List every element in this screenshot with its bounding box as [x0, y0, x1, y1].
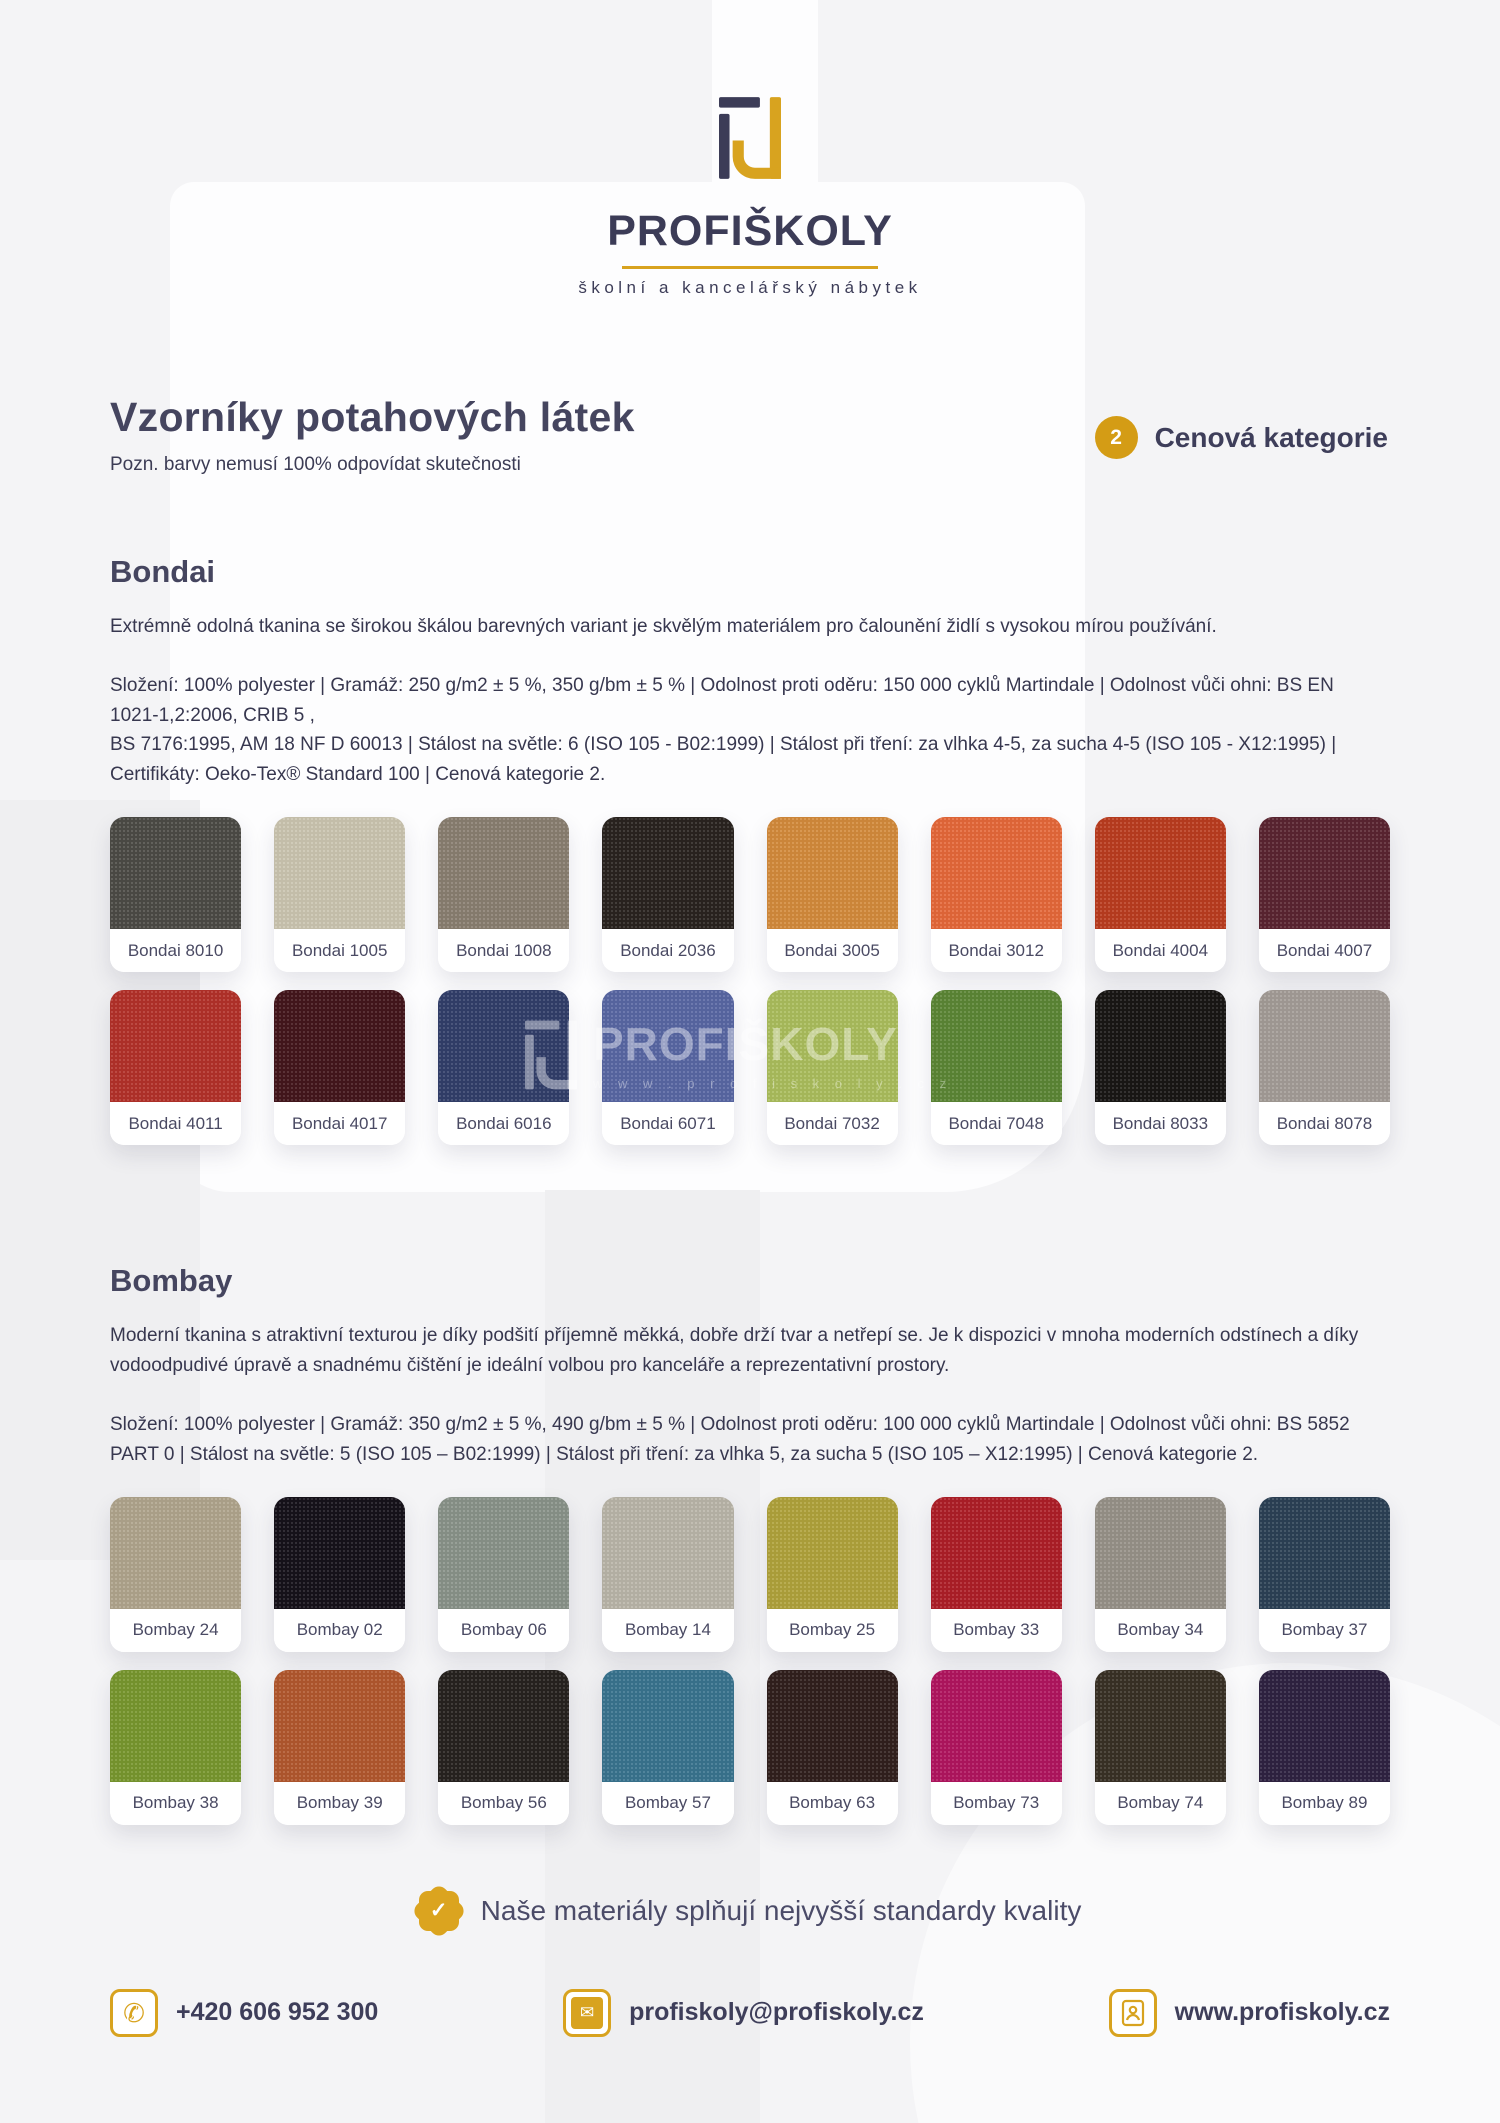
swatch-label: Bondai 6016	[438, 1102, 569, 1145]
swatch-color	[110, 817, 241, 929]
swatch-label: Bondai 3005	[767, 929, 898, 972]
swatch-label: Bondai 4017	[274, 1102, 405, 1145]
photo-watermark-url: w w w . p r o f i s k o l y . c z	[593, 1075, 953, 1091]
swatch-label: Bondai 1005	[274, 929, 405, 972]
swatch-label: Bombay 74	[1095, 1782, 1226, 1825]
swatch-color	[931, 1497, 1062, 1609]
swatch-color	[767, 1497, 898, 1609]
swatch-card	[602, 1497, 733, 1652]
swatch-label: Bondai 3012	[931, 929, 1062, 972]
swatch-label: Bondai 4007	[1259, 929, 1390, 972]
swatch-label: Bombay 02	[274, 1609, 405, 1652]
contact-email[interactable]	[563, 1989, 924, 2037]
swatch-card	[274, 817, 405, 972]
swatch-color	[274, 1670, 405, 1782]
swatch-color	[767, 817, 898, 929]
swatch-card	[602, 990, 733, 1145]
section-bondai	[110, 554, 1390, 1145]
swatch-label: Bombay 24	[110, 1609, 241, 1652]
section-bombay-specs: Složení: 100% polyester | Gramáž: 350 g/m2 ± 5 %, 490 g/bm ± 5 % | Odolnost proti oděru: 100 000 cyklů Martindale | Odolnost vůči ohni: BS 5852 PART 0 | Stálost na světle: 5 (ISO 105 – B02:1999) | Stálost při tření: za vlhka 5, za sucha 5 (ISO 105 – X12:1995) | Cenová kategorie 2.	[110, 1414, 1350, 1465]
page-subtitle: Pozn. barvy nemusí 100% odpovídat skutečnosti	[110, 454, 521, 475]
swatch-card	[931, 1670, 1062, 1825]
swatch-color	[274, 990, 405, 1102]
brand-gold-underline	[622, 266, 878, 269]
bondai-swatch-grid	[110, 817, 1390, 1145]
swatch-card	[1095, 990, 1226, 1145]
swatch-color	[438, 1670, 569, 1782]
swatch-label: Bondai 7032	[767, 1102, 898, 1145]
swatch-color	[1095, 990, 1226, 1102]
swatch-label: Bondai 8078	[1259, 1102, 1390, 1145]
swatch-card	[274, 1670, 405, 1825]
swatch-card	[1095, 1670, 1226, 1825]
section-bombay-description: Moderní tkanina s atraktivní texturou je díky podšití příjemně měkká, dobře drží tvar a netřepí se. Je k dispozici v mnoha moderních odstínech a díky vodoodpudivé úpravě a snadnému čištění je ideální volbou pro kanceláře a reprezentativní prostory.	[110, 1325, 1359, 1376]
swatch-card	[110, 817, 241, 972]
swatch-label: Bondai 7048	[931, 1102, 1062, 1145]
swatch-card	[438, 990, 569, 1145]
bondai-specs-line2: BS 7176:1995, AM 18 NF D 60013 | Stálost na světle: 6 (ISO 105 - B02:1999) | Stálost při tření: za vlhka 4-5, za sucha 4-5 (ISO 105 - X12:1995) | Certifikáty: Oeko-Tex® Standard 100 | Cenová kategorie 2.	[110, 734, 1337, 785]
website-icon	[1109, 1989, 1157, 2037]
swatch-label: Bondai 8033	[1095, 1102, 1226, 1145]
swatch-color	[931, 990, 1062, 1102]
swatch-card	[1095, 1497, 1226, 1652]
swatch-card	[602, 1670, 733, 1825]
swatch-card	[767, 1670, 898, 1825]
swatch-color	[1259, 1670, 1390, 1782]
swatch-card	[602, 817, 733, 972]
swatch-label: Bombay 56	[438, 1782, 569, 1825]
section-bombay	[110, 1263, 1390, 1825]
swatch-card	[1095, 817, 1226, 972]
brand-name: PROFIŠKOLY	[607, 207, 893, 255]
checkmark-icon: ✓	[429, 1899, 448, 1923]
bombay-swatch-grid	[110, 1497, 1390, 1825]
swatch-label: Bombay 33	[931, 1609, 1062, 1652]
swatch-label: Bondai 4004	[1095, 929, 1226, 972]
swatch-color	[767, 1670, 898, 1782]
phone-icon: ✆	[110, 1989, 158, 2037]
swatch-card	[1259, 1670, 1390, 1825]
swatch-card	[767, 1497, 898, 1652]
swatch-color	[931, 1670, 1062, 1782]
swatch-color	[1259, 1497, 1390, 1609]
swatch-color	[274, 1497, 405, 1609]
quality-note-row	[110, 1891, 1390, 1931]
swatch-label: Bondai 2036	[602, 929, 733, 972]
swatch-color	[438, 990, 569, 1102]
swatch-color	[767, 990, 898, 1102]
brand-tagline: školní a kancelářský nábytek	[578, 278, 922, 297]
swatch-card	[110, 990, 241, 1145]
swatch-card	[767, 817, 898, 972]
quality-note-text: Naše materiály splňují nejvyšší standardy kvality	[480, 1894, 1082, 1926]
contact-phone[interactable]	[110, 1989, 378, 2037]
swatch-card	[1259, 1497, 1390, 1652]
section-bondai-description: Extrémně odolná tkanina se širokou škálou barevných variant je skvělým materiálem pro čalounění židlí s vysokou mírou používání.	[110, 616, 1217, 637]
swatch-label: Bombay 34	[1095, 1609, 1226, 1652]
section-bondai-heading: Bondai	[110, 554, 216, 589]
swatch-label: Bombay 57	[602, 1782, 733, 1825]
photo-watermark-brand: PROFIŠKOLY	[593, 1017, 898, 1070]
swatch-label: Bondai 6071	[602, 1102, 733, 1145]
swatch-label: Bombay 89	[1259, 1782, 1390, 1825]
contact-website-url: www.profiskoly.cz	[1174, 1998, 1390, 2027]
contact-phone-number: +420 606 952 300	[176, 1998, 379, 2027]
swatch-card	[931, 1497, 1062, 1652]
swatch-label: Bombay 39	[274, 1782, 405, 1825]
logo	[110, 0, 1390, 298]
swatch-label: Bombay 14	[602, 1609, 733, 1652]
swatch-label: Bombay 63	[767, 1782, 898, 1825]
swatch-color	[110, 990, 241, 1102]
swatch-color	[438, 817, 569, 929]
swatch-label: Bombay 73	[931, 1782, 1062, 1825]
contact-website[interactable]	[1109, 1989, 1390, 2037]
swatch-label: Bondai 4011	[110, 1102, 241, 1145]
price-category-label: Cenová kategorie	[1154, 421, 1388, 453]
swatch-label: Bombay 38	[110, 1782, 241, 1825]
swatch-color	[602, 1670, 733, 1782]
title-row	[110, 394, 1390, 476]
swatch-card	[931, 990, 1062, 1145]
swatch-color	[110, 1670, 241, 1782]
swatch-color	[602, 990, 733, 1102]
price-category-badge	[1095, 416, 1388, 459]
swatch-card	[438, 1497, 569, 1652]
quality-seal-icon	[419, 1891, 459, 1931]
page-title: Vzorníky potahových látek	[110, 394, 635, 440]
swatch-card	[274, 990, 405, 1145]
brand-logo-icon	[719, 96, 781, 185]
swatch-label: Bombay 06	[438, 1609, 569, 1652]
swatch-card	[438, 1670, 569, 1825]
swatch-label: Bondai 8010	[110, 929, 241, 972]
swatch-color	[1095, 1497, 1226, 1609]
swatch-label: Bombay 37	[1259, 1609, 1390, 1652]
swatch-card	[1259, 990, 1390, 1145]
swatch-color	[1259, 817, 1390, 929]
swatch-card	[274, 1497, 405, 1652]
photo-watermark	[525, 995, 995, 1115]
swatch-card	[1259, 817, 1390, 972]
swatch-card	[767, 990, 898, 1145]
swatch-color	[438, 1497, 569, 1609]
swatch-color	[274, 817, 405, 929]
swatch-color	[1259, 990, 1390, 1102]
swatch-color	[602, 817, 733, 929]
price-category-number: 2	[1095, 416, 1138, 459]
swatch-color	[110, 1497, 241, 1609]
swatch-card	[438, 817, 569, 972]
swatch-label: Bondai 1008	[438, 929, 569, 972]
swatch-color	[1095, 817, 1226, 929]
contact-email-address: profiskoly@profiskoly.cz	[629, 1998, 924, 2027]
swatch-color	[931, 817, 1062, 929]
contact-row	[110, 1989, 1390, 2037]
swatch-color	[1095, 1670, 1226, 1782]
swatch-card	[110, 1497, 241, 1652]
section-bondai-specs	[110, 671, 1372, 789]
email-icon: ✉	[563, 1989, 611, 2037]
swatch-label: Bombay 25	[767, 1609, 898, 1652]
swatch-color	[602, 1497, 733, 1609]
section-bombay-heading: Bombay	[110, 1263, 233, 1299]
swatch-card	[931, 817, 1062, 972]
swatch-card	[110, 1670, 241, 1825]
bondai-specs-line1: Složení: 100% polyester | Gramáž: 250 g/m2 ± 5 %, 350 g/bm ± 5 % | Odolnost proti oděru: 150 000 cyklů Martindale | Odolnost vůči ohni: BS EN 1021-1,2:2006, CRIB 5 ,	[110, 675, 1334, 726]
